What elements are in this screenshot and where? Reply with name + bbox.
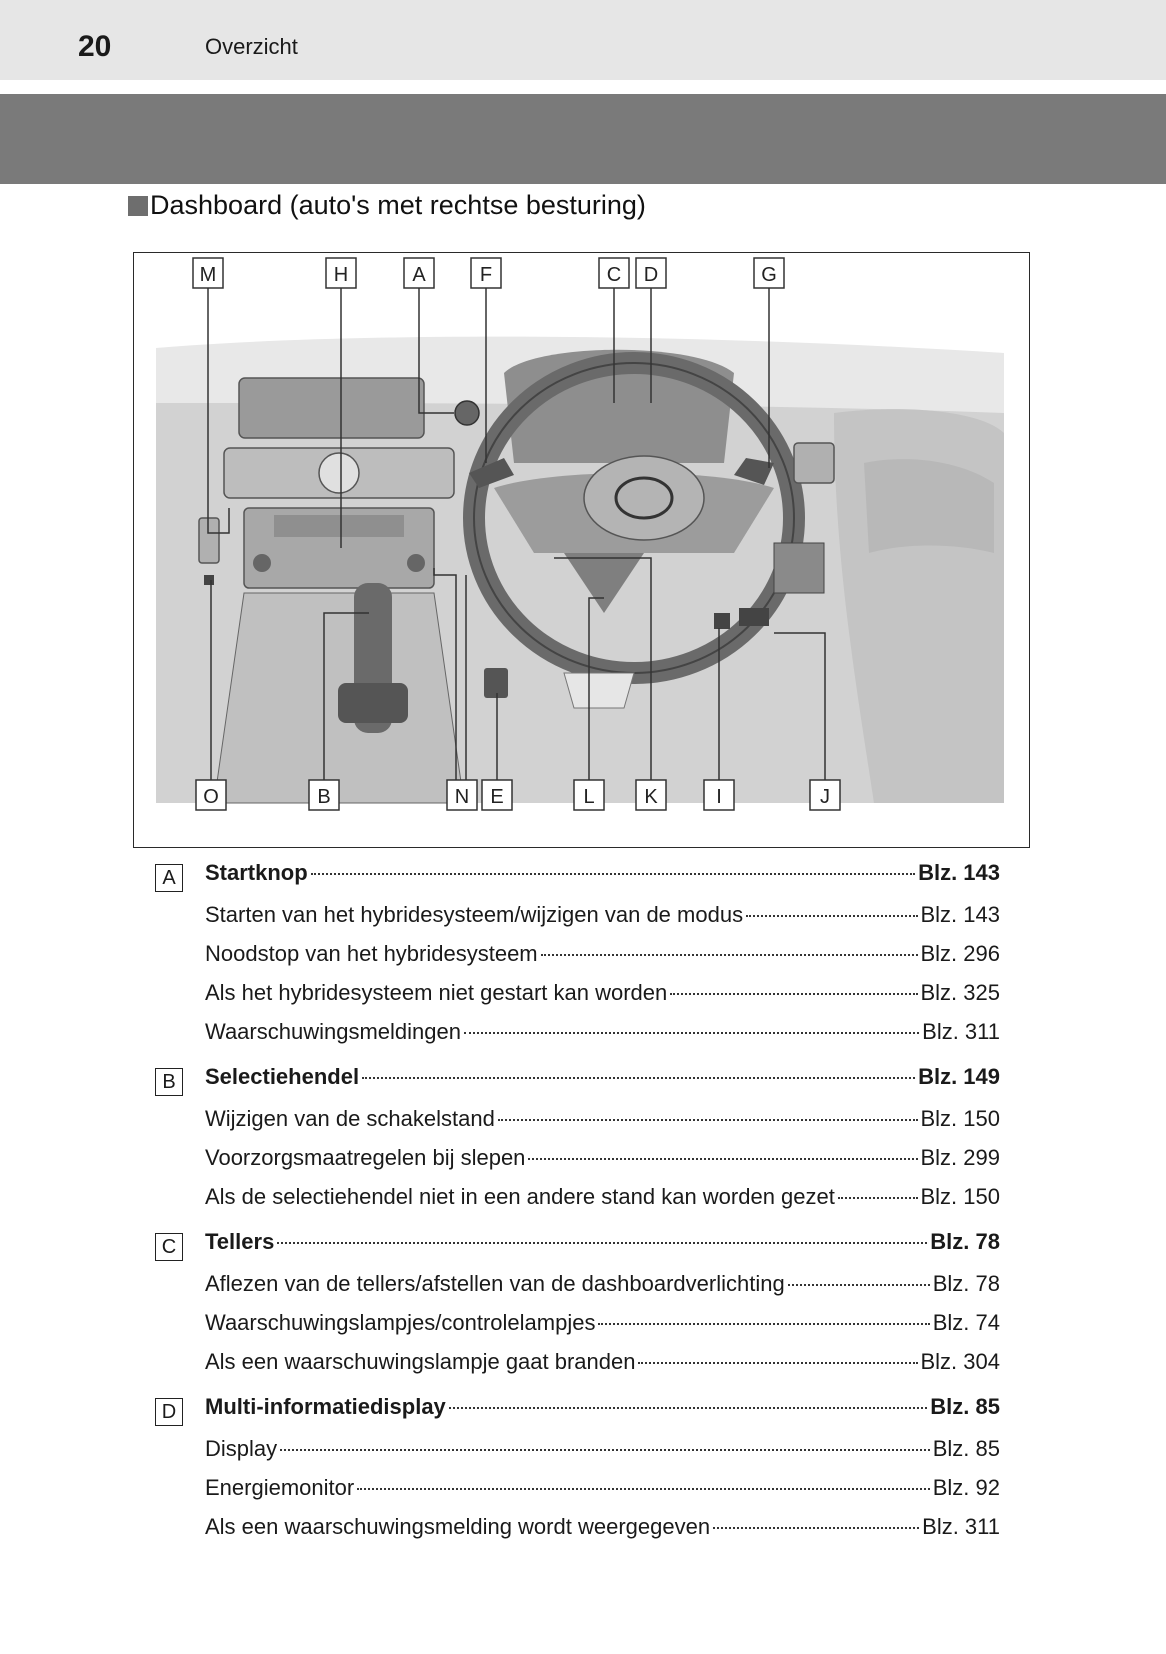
sub-entry-label: Als een waarschuwingslampje gaat branden (205, 1349, 636, 1374)
sub-entry-row (155, 1436, 1000, 1475)
entry-letter-box: D (155, 1398, 183, 1426)
square-bullet-icon (128, 196, 148, 216)
callout-m (193, 258, 223, 288)
sub-entry-page-ref: Blz. 299 (920, 1145, 1000, 1170)
callout-f (471, 258, 501, 288)
callout-a (404, 258, 434, 288)
sub-entry-page-ref: Blz. 311 (922, 1019, 1000, 1044)
leader-dots (357, 1488, 930, 1490)
callout-i (704, 780, 734, 810)
entry-row (155, 1064, 1000, 1106)
sub-entry-row (155, 1349, 1000, 1388)
svg-text:K: K (644, 786, 658, 808)
leader-dots (788, 1284, 930, 1286)
svg-text:B: B (317, 786, 331, 808)
sub-entry-page-ref: Blz. 150 (920, 1184, 1000, 1209)
entry-title: Selectiehendel (205, 1064, 360, 1089)
sub-entry-page-ref: Blz. 85 (932, 1436, 1000, 1461)
leader-dots (528, 1158, 917, 1160)
svg-text:H: H (333, 264, 349, 286)
callout-c (599, 258, 629, 288)
svg-text:D: D (643, 264, 659, 286)
sub-entry-row (155, 980, 1000, 1019)
leader-dots (449, 1407, 928, 1409)
sub-entry-row (155, 1514, 1000, 1553)
sub-entry-row (155, 1184, 1000, 1223)
sub-entry-row (155, 1310, 1000, 1349)
entry-letter-box: A (155, 864, 183, 892)
leader-dots (498, 1119, 918, 1121)
sub-entry-label: Als een waarschuwingsmelding wordt weergegeven (205, 1514, 711, 1539)
entry-row (155, 860, 1000, 902)
sub-entry-row (155, 1145, 1000, 1184)
sub-entry-row (155, 902, 1000, 941)
entry-group-a (155, 860, 1000, 1058)
leader-dots (746, 915, 917, 917)
leader-dots (838, 1197, 918, 1199)
callout-h (326, 258, 356, 288)
entry-title: Multi-informatiedisplay (205, 1394, 446, 1419)
callout-b (309, 780, 339, 810)
section-band (0, 94, 1166, 184)
entry-page-ref: Blz. 78 (930, 1229, 1000, 1254)
leader-dots (311, 873, 915, 875)
entry-letter-box: C (155, 1233, 183, 1261)
sub-entry-label: Aflezen van de tellers/afstellen van de dashboardverlichting (205, 1271, 785, 1296)
svg-text:C: C (606, 264, 622, 286)
sub-entry-label: Als de selectiehendel niet in een andere stand kan worden gezet (205, 1184, 835, 1209)
sub-entry-page-ref: Blz. 74 (932, 1310, 1000, 1335)
svg-text:E: E (490, 786, 504, 808)
entry-row (155, 1229, 1000, 1271)
sub-entry-row (155, 941, 1000, 980)
entry-letter-box: B (155, 1068, 183, 1096)
leader-dots (362, 1077, 915, 1079)
sub-entry-label: Waarschuwingslampjes/controlelampjes (205, 1310, 596, 1335)
sub-entry-page-ref: Blz. 304 (920, 1349, 1000, 1374)
callout-e (482, 780, 512, 810)
callout-g (754, 258, 784, 288)
header-title: Overzicht (205, 34, 298, 59)
svg-text:A: A (412, 264, 426, 286)
svg-text:J: J (820, 786, 830, 808)
svg-text:I: I (716, 786, 722, 808)
sub-entry-page-ref: Blz. 78 (932, 1271, 1000, 1296)
sub-entry-page-ref: Blz. 143 (920, 902, 1000, 927)
entry-page-ref: Blz. 85 (930, 1394, 1000, 1419)
callout-j (810, 780, 840, 810)
sub-entry-page-ref: Blz. 311 (922, 1514, 1000, 1539)
svg-text:M: M (199, 264, 217, 286)
sub-entry-label: Display (205, 1436, 278, 1461)
leader-dots (464, 1032, 919, 1034)
sub-entry-row (155, 1271, 1000, 1310)
callout-d (636, 258, 666, 288)
sub-entry-page-ref: Blz. 296 (920, 941, 1000, 966)
callout-l (574, 780, 604, 810)
sub-entry-label: Wijzigen van de schakelstand (205, 1106, 495, 1131)
entry-group-c (155, 1229, 1000, 1388)
svg-text:L: L (583, 786, 595, 808)
leader-dots (670, 993, 917, 995)
svg-text:N: N (454, 786, 470, 808)
sub-entry-page-ref: Blz. 92 (932, 1475, 1000, 1500)
callout-o (196, 780, 226, 810)
entry-page-ref: Blz. 149 (918, 1064, 1000, 1089)
svg-text:G: G (761, 264, 777, 286)
entry-list (155, 860, 1000, 1559)
sub-entry-label: Voorzorgsmaatregelen bij slepen (205, 1145, 526, 1170)
sub-entry-page-ref: Blz. 325 (920, 980, 1000, 1005)
callout-k (636, 780, 666, 810)
svg-text:F: F (479, 264, 493, 286)
leader-dots (638, 1362, 917, 1364)
entry-group-b (155, 1064, 1000, 1223)
callout-n (447, 780, 477, 810)
sub-entry-label: Als het hybridesysteem niet gestart kan worden (205, 980, 668, 1005)
leader-dots (277, 1242, 927, 1244)
sub-entry-row (155, 1019, 1000, 1058)
entry-group-d (155, 1394, 1000, 1553)
leader-dots (541, 954, 918, 956)
entry-title: Tellers (205, 1229, 275, 1254)
sub-entry-label: Starten van het hybridesysteem/wijzigen van de modus (205, 902, 744, 927)
sub-entry-label: Noodstop van het hybridesysteem (205, 941, 538, 966)
sub-entry-label: Energiemonitor (205, 1475, 355, 1500)
entry-page-ref: Blz. 143 (918, 860, 1000, 885)
entry-row (155, 1394, 1000, 1436)
leader-dots (280, 1449, 930, 1451)
sub-entry-label: Waarschuwingsmeldingen (205, 1019, 461, 1044)
dashboard-drawing (134, 253, 1030, 848)
sub-entry-row (155, 1475, 1000, 1514)
sub-entry-row (155, 1106, 1000, 1145)
sub-entry-page-ref: Blz. 150 (920, 1106, 1000, 1131)
page-header (0, 0, 1166, 80)
entry-title: Startknop (205, 860, 308, 885)
leader-dots (598, 1323, 929, 1325)
leader-dots (713, 1527, 919, 1529)
dashboard-illustration (133, 252, 1030, 848)
page-number: 20 (78, 30, 112, 63)
svg-text:O: O (203, 786, 219, 808)
section-heading-text: Dashboard (auto's met rechtse besturing) (150, 190, 646, 220)
section-heading (128, 190, 646, 221)
